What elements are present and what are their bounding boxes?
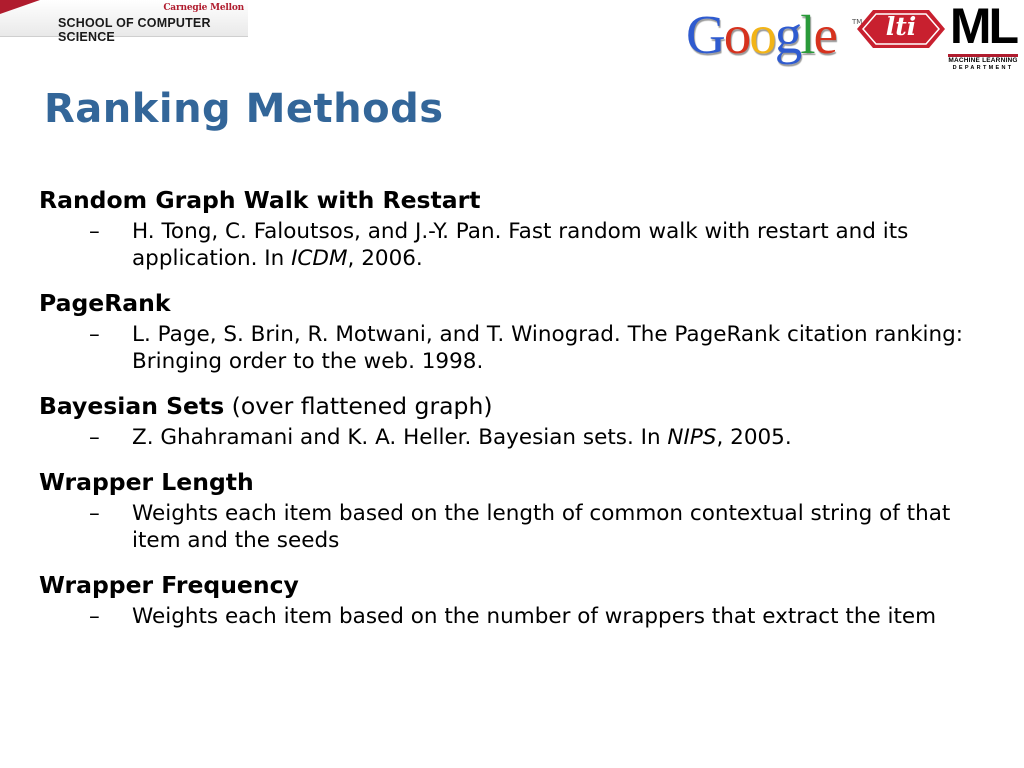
description-text: Weights each item based on the number of wrappers that extract the item [132,604,937,629]
section-heading [39,184,979,216]
cmu-scs-banner [0,0,248,44]
google-letter-o2: o [749,4,775,65]
section-pagerank [39,287,979,375]
section-heading [39,390,979,422]
citation-text: Z. Ghahramani and K. A. Heller. Bayesian sets. In [132,425,668,450]
google-letter-g: G [686,4,724,65]
section-heading [39,569,979,601]
section-heading-text: Wrapper Length [39,468,254,496]
section-heading [39,287,979,319]
section-wrapper-frequency [39,569,979,630]
slide-body [39,184,979,645]
bullet-dash: – [89,604,100,629]
description-text: Weights each item based on the length of common contextual string of that item and the seeds [132,501,951,553]
citation-year: , 2005. [716,425,792,450]
google-letter-l: l [800,4,814,65]
bullet-dash: – [89,425,100,450]
bullet-dash: – [89,501,100,526]
cmu-logo-text: Carnegie Mellon [163,3,244,13]
google-trademark: TM [852,18,863,26]
list-item [39,500,979,554]
citation-venue: ICDM [291,246,348,271]
section-random-walk [39,184,979,272]
section-heading-text: Wrapper Frequency [39,571,299,599]
section-heading-text: Random Graph Walk with Restart [39,186,481,214]
section-bayesian-sets [39,390,979,451]
citation-venue: NIPS [667,425,717,450]
citation-text: H. Tong, C. Faloutsos, and J.-Y. Pan. Fast random walk with restart and its application. In [132,219,909,271]
citation-year: , 2006. [347,246,423,271]
list-item [39,218,979,272]
list-item [39,603,979,630]
google-logo [686,4,854,66]
ml-department-logo [946,2,1020,72]
list-item [39,424,979,451]
ml-logo-text: ML [949,0,1017,54]
google-letter-g2: g [774,4,801,65]
lti-logo-text: lti [885,12,917,41]
ml-logo-subtitle: MACHINE LEARNING [948,57,1018,64]
ml-logo-department: DEPARTMENT [952,65,1014,71]
cmu-red-wedge [0,0,40,14]
google-letter-e: e [813,4,836,65]
section-heading [39,466,979,498]
citation-text: L. Page, S. Brin, R. Motwani, and T. Winograd. The PageRank citation ranking: Bringing order to the web. 1998. [132,322,964,374]
bullet-dash: – [89,219,100,244]
lti-logo [857,8,945,50]
slide-title: Ranking Methods [44,86,444,132]
section-wrapper-length [39,466,979,554]
section-heading-text: PageRank [39,289,171,317]
school-name: SCHOOL OF COMPUTER SCIENCE [58,16,211,44]
list-item [39,321,979,375]
google-letter-o1: o [723,4,750,65]
bullet-dash: – [89,322,100,347]
section-heading-text: Bayesian Sets [39,392,225,420]
section-heading-note: (over flattened graph) [224,392,493,420]
